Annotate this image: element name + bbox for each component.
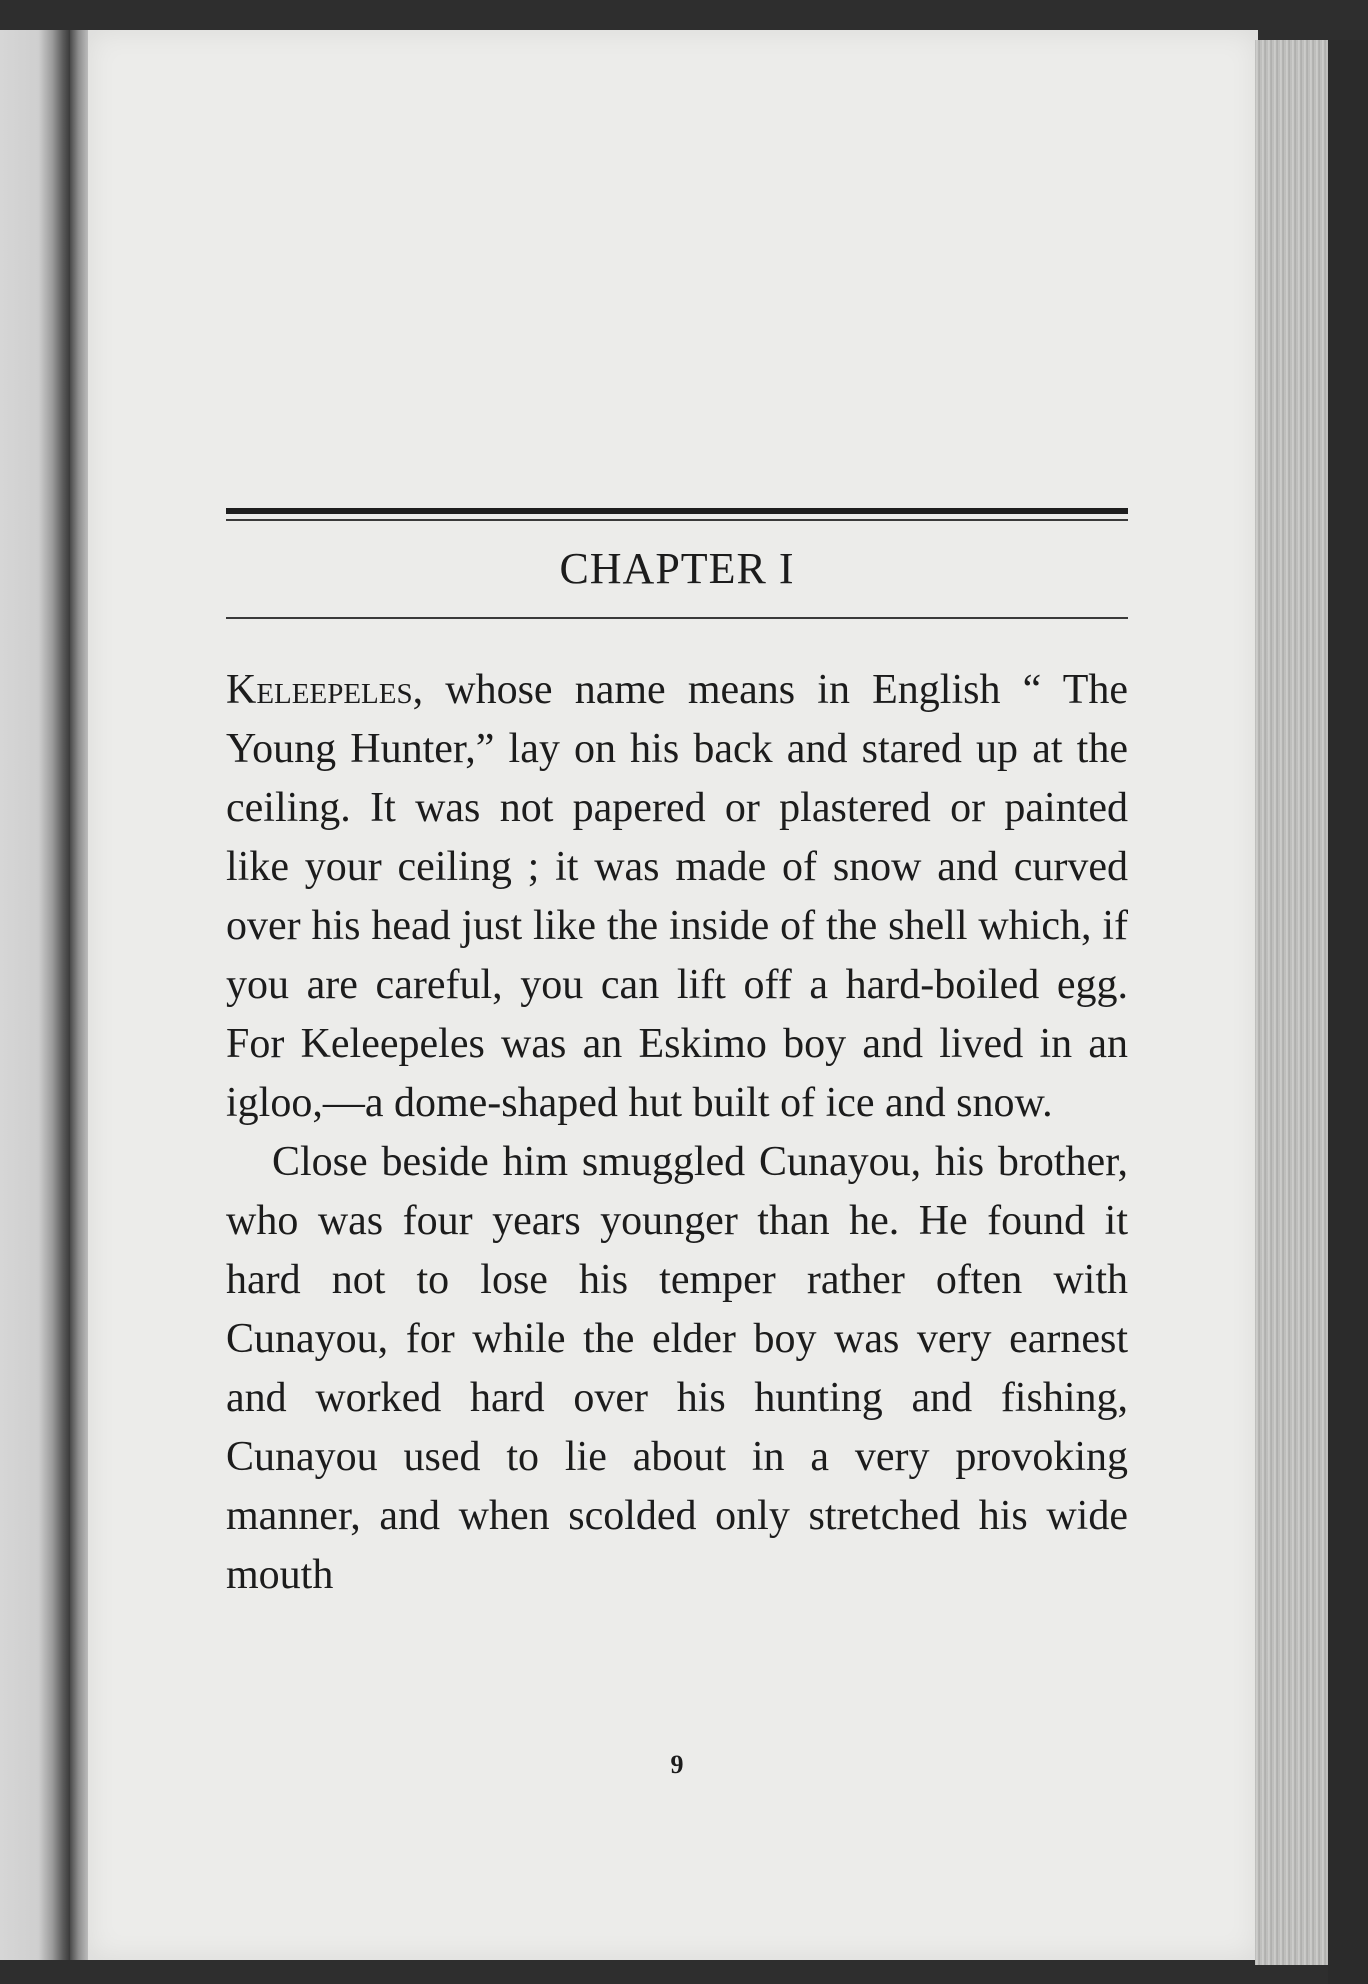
chapter-title: CHAPTER I	[559, 544, 795, 593]
page-content	[226, 508, 1128, 1779]
chapter-bottom-rule	[226, 617, 1128, 619]
paragraph-1-text: , whose name means in English “ The Young Hunter,” lay on his back and stared up at the ceiling. It was not papered or plastered or painted like your ceiling ; it was made of snow and curved over his head just like the inside of the shell which, if you are careful, you can lift off a hard-boiled egg. For Keleepeles was an Eskimo boy and lived in an igloo,—a dome-shaped hut built of ice and snow.	[226, 667, 1128, 1126]
page-number: 9	[670, 1750, 684, 1779]
page-edges	[1255, 40, 1330, 1965]
lead-word: Keleepeles	[226, 667, 413, 713]
left-facing-page-edge	[0, 30, 70, 1960]
chapter-top-rule-thin	[226, 519, 1128, 521]
chapter-top-rule-thick	[226, 508, 1128, 514]
paragraph-1	[226, 661, 1128, 1133]
paragraph-2: Close beside him smuggled Cunayou, his brother, who was four years younger than he. He found it hard not to lose his temper rather often with Cunayou, for while the elder boy was very earnest and worked hard over his hunting and fishing, Cunayou used to lie about in a very provoking manner, and when scolded only stretched his wide mouth	[226, 1139, 1128, 1598]
scan-background-edge	[1328, 40, 1368, 1984]
